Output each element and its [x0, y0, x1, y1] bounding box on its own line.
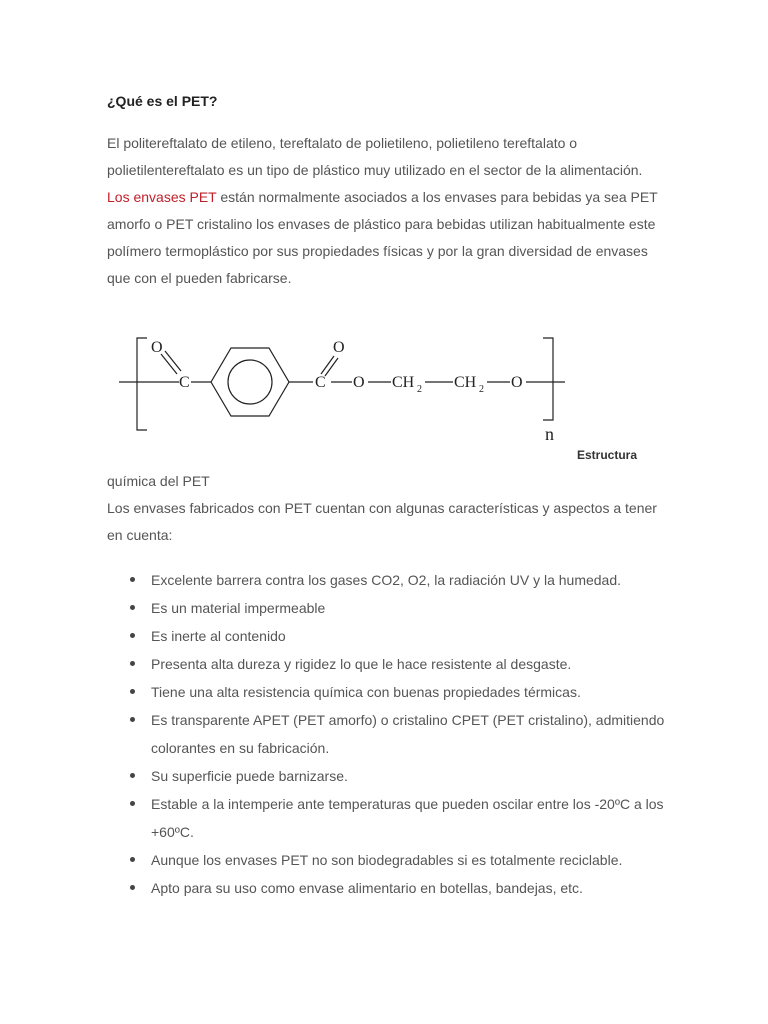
bond-co-left-2 — [165, 351, 181, 371]
characteristics-list — [107, 566, 667, 902]
figure-caption-bold: Estructura — [577, 448, 638, 462]
atom-ch2-b: CH — [454, 374, 477, 391]
intro-paragraph — [107, 130, 667, 292]
atom-o-chain: O — [353, 374, 365, 391]
list-item: Es transparente APET (PET amorfo) o cristalino CPET (PET cristalino), admitiendo colorantes en su fabricación. — [107, 706, 667, 762]
atom-o-end: O — [511, 374, 523, 391]
list-item: Estable a la intemperie ante temperaturas que pueden oscilar entre los -20ºC a los +60ºC. — [107, 790, 667, 846]
atom-o-left: O — [151, 339, 163, 356]
repeat-n: n — [545, 424, 554, 444]
list-item: Excelente barrera contra los gases CO2, O2, la radiación UV y la humedad. — [107, 566, 667, 594]
atom-o-right: O — [333, 339, 345, 356]
atom-c-right: C — [315, 374, 326, 391]
list-item: Es inerte al contenido — [107, 622, 667, 650]
atom-ch2-b-sub: 2 — [479, 384, 484, 395]
section-title: ¿Qué es el PET? — [107, 93, 218, 109]
intro-text-2: están normalmente asociados a los envases para bebidas ya sea PET amorfo o PET cristalino los envases de plástico para bebidas utilizan habitualmente este polímero termoplástico por sus propiedades físicas y por la gran diversidad de envases que con el pueden fabricarse. — [107, 189, 658, 286]
envases-pet-link[interactable]: Los envases PET — [107, 189, 217, 205]
atom-ch2-a: CH — [392, 374, 415, 391]
list-item: Es un material impermeable — [107, 594, 667, 622]
characteristics-intro: Los envases fabricados con PET cuentan con algunas características y aspectos a tener en cuenta: — [107, 500, 657, 543]
bond-co-right-1 — [321, 356, 334, 374]
intro-text-1: El politereftalato de etileno, tereftalato de polietileno, polietileno tereftalato o polietilentereftalato es un tipo de plástico muy utilizado en el sector de la alimentación. — [107, 135, 643, 178]
benzene-inner-circle — [228, 360, 272, 404]
bond-co-left-1 — [161, 354, 177, 374]
bond-co-right-2 — [325, 358, 338, 376]
list-item: Aunque los envases PET no son biodegradables si es totalmente reciclable. — [107, 846, 667, 874]
left-bracket — [137, 338, 147, 430]
list-item: Su superficie puede barnizarse. — [107, 762, 667, 790]
benzene-ring — [211, 348, 289, 416]
list-item: Tiene una alta resistencia química con buenas propiedades térmicas. — [107, 678, 667, 706]
atom-ch2-a-sub: 2 — [417, 384, 422, 395]
list-item: Apto para su uso como envase alimentario en botellas, bandejas, etc. — [107, 874, 667, 902]
list-item: Presenta alta dureza y rigidez lo que le hace resistente al desgaste. — [107, 650, 667, 678]
figure-caption-rest: química del PET — [107, 473, 210, 489]
right-bracket — [543, 338, 553, 420]
pet-chemical-structure — [119, 326, 579, 444]
atom-c-left: C — [179, 374, 190, 391]
pet-structure-diagram — [119, 326, 579, 444]
